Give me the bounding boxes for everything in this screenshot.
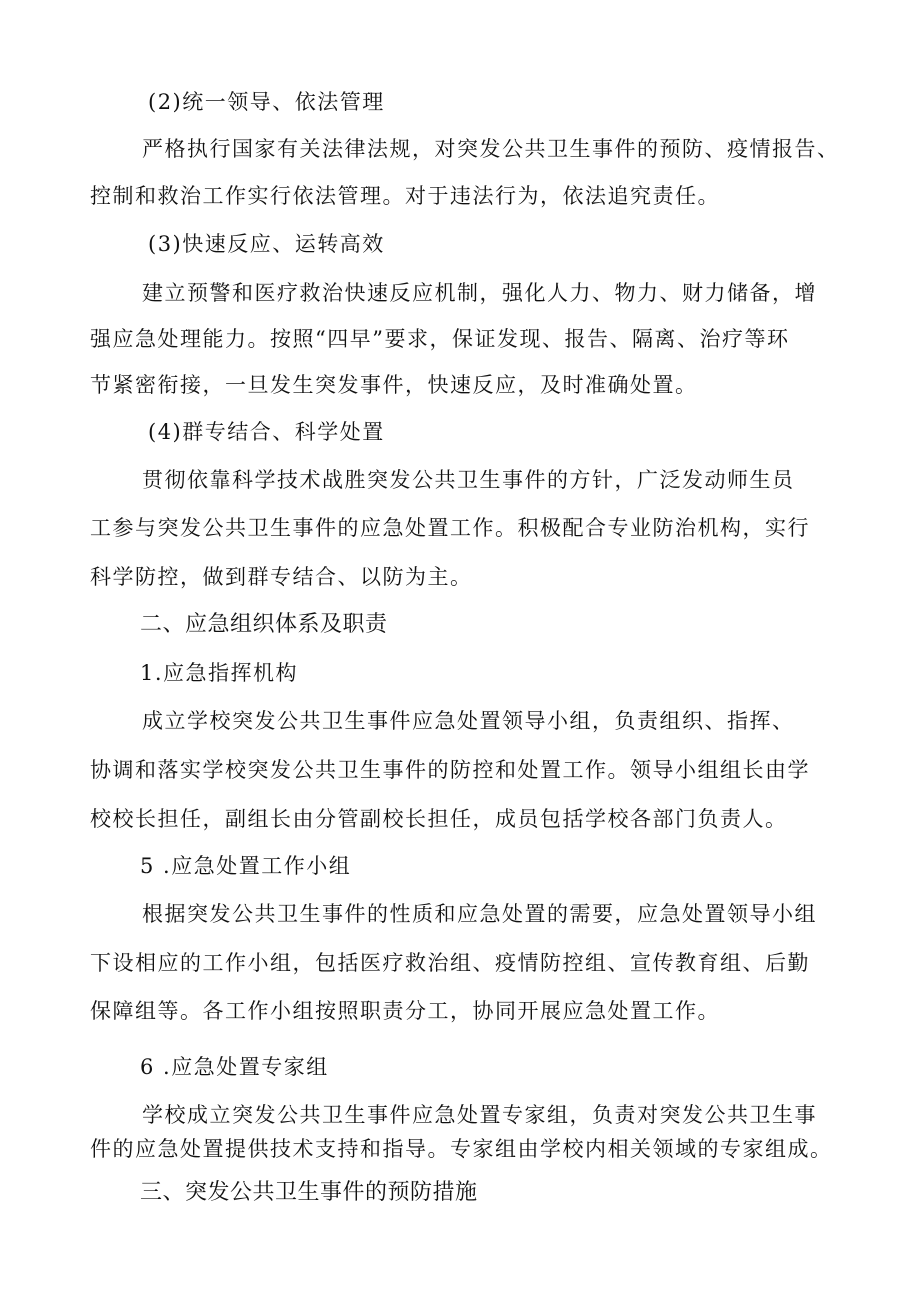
paragraph-line: 工参与突发公共卫生事件的应急处置工作。积极配合专业防治机构，实行 xyxy=(90,516,810,540)
paragraph-line: 件的应急处置提供技术支持和指导。专家组由学校内相关领域的专家组成。 xyxy=(90,1137,833,1161)
paragraph-line: 学校成立突发公共卫生事件应急处置专家组，负责对突发公共卫生事 xyxy=(142,1103,817,1127)
paragraph-line: 强应急处理能力。按照“四早”要求，保证发现、报告、隔离、治疗等环 xyxy=(90,327,790,351)
paragraph-line: 科学防控，做到群专结合、以防为主。 xyxy=(90,565,473,589)
section-4-title: (4)群专结合、科学处置 xyxy=(148,420,385,444)
subsection-5-title: 5 .应急处置工作小组 xyxy=(140,854,352,878)
paragraph-line: 建立预警和医疗救治快速反应机制，强化人力、物力、财力储备，增 xyxy=(142,281,817,305)
paragraph-line: 严格执行国家有关法律法规，对突发公共卫生事件的预防、疫情报告、 xyxy=(142,137,840,161)
paragraph-line: 贯彻依靠科学技术战胜突发公共卫生事件的方针，广泛发动师生员 xyxy=(142,468,795,492)
heading-organization: 二、应急组织体系及职责 xyxy=(140,612,388,637)
paragraph-line: 节紧密衔接，一旦发生突发事件，快速反应，及时准确处置。 xyxy=(90,373,698,397)
subsection-1-title: 1.应急指挥机构 xyxy=(140,661,299,685)
paragraph-line: 控制和救治工作实行依法管理。对于违法行为，依法追究责任。 xyxy=(90,184,720,208)
heading-prevention: 三、突发公共卫生事件的预防措施 xyxy=(140,1180,478,1205)
section-2-title: (2)统一领导、依法管理 xyxy=(148,90,385,114)
paragraph-line: 校校长担任，副组长由分管副校长担任，成员包括学校各部门负责人。 xyxy=(90,807,788,831)
paragraph-line: 保障组等。各工作小组按照职责分工，协同开展应急处置工作。 xyxy=(90,999,720,1023)
subsection-6-title: 6 .应急处置专家组 xyxy=(140,1055,329,1079)
paragraph-line: 根据突发公共卫生事件的性质和应急处置的需要，应急处置领导小组 xyxy=(142,902,817,926)
section-3-title: (3)快速反应、运转高效 xyxy=(148,232,385,256)
paragraph-line: 成立学校突发公共卫生事件应急处置领导小组，负责组织、指挥、 xyxy=(142,709,795,733)
paragraph-line: 下设相应的工作小组，包括医疗救治组、疫情防控组、宣传教育组、后勤 xyxy=(90,951,810,975)
paragraph-line: 协调和落实学校突发公共卫生事件的防控和处置工作。领导小组组长由学 xyxy=(90,758,810,782)
